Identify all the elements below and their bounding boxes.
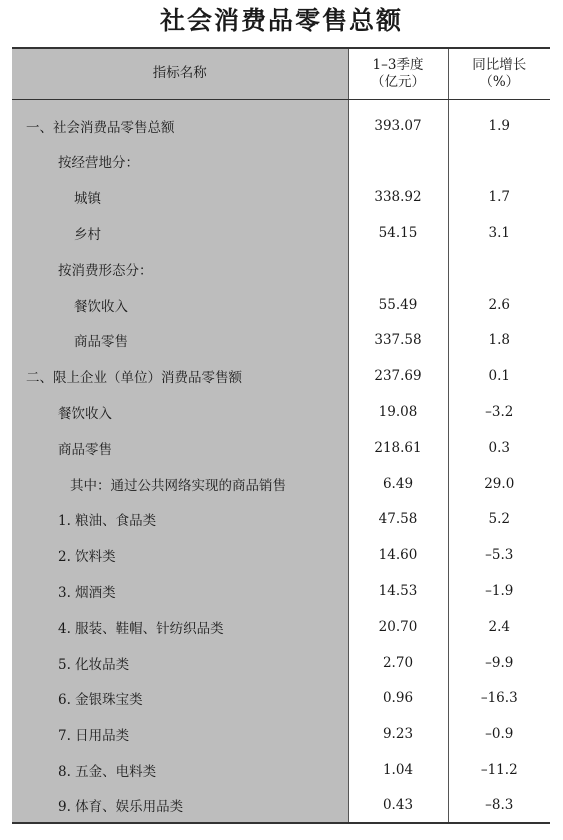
table-row [12,358,550,394]
row-growth: 2.6 [488,296,510,313]
row-growth: 1.9 [488,117,510,134]
table-row [12,716,550,752]
row-growth: –8.3 [448,788,550,823]
column-header-growth [448,48,550,99]
row-value: 55.49 [348,287,448,323]
row-label: 6. 金银珠宝类 [12,680,348,716]
table-row [12,394,550,430]
retail-sales-table [12,47,550,824]
table-row [12,179,550,215]
row-value: 218.61 [348,430,448,466]
row-value [348,251,448,287]
table-row [12,99,550,144]
row-label: 商品零售 [12,430,348,466]
table-row [12,251,550,287]
table-row [12,144,550,180]
row-growth: –3.2 [485,403,514,420]
row-value: 9.23 [348,716,448,752]
row-value: 20.70 [348,609,448,645]
column-header-value-label: 1–3季度 [372,56,424,73]
row-label: 4. 服装、鞋帽、针纺织品类 [12,609,348,645]
row-value: 0.43 [348,788,448,823]
row-value: 14.60 [348,537,448,573]
row-growth [448,144,550,180]
row-growth: 2.4 [488,618,510,635]
table-row [12,680,550,716]
row-label: 城镇 [12,179,348,215]
table-row [12,287,550,323]
row-label: 按经营地分： [12,144,348,180]
row-label: 7. 日用品类 [12,716,348,752]
row-growth: 3.1 [488,224,510,241]
row-value: 237.69 [348,358,448,394]
row-value: 14.53 [348,573,448,609]
row-label: 一、社会消费品零售总额 [12,99,348,144]
row-label: 餐饮收入 [12,394,348,430]
row-label: 1. 粮油、食品类 [12,501,348,537]
row-growth: 5.2 [488,511,510,528]
table-header-row [12,48,550,99]
row-label: 3. 烟酒类 [12,573,348,609]
column-header-growth-label: 同比增长 [472,56,527,73]
row-value [348,144,448,180]
row-value: 54.15 [348,215,448,251]
row-growth: –0.9 [485,726,514,743]
row-growth: –11.2 [480,761,518,778]
table-row [12,609,550,645]
row-label: 2. 饮料类 [12,537,348,573]
row-label: 二、限上企业（单位）消费品零售额 [12,358,348,394]
row-value: 338.92 [348,179,448,215]
column-header-growth-unit: （%） [479,73,520,90]
column-header-name: 指标名称 [12,48,348,99]
row-growth: –9.9 [485,654,514,671]
row-label: 其中：通过公共网络实现的商品销售 [12,466,348,502]
row-value: 337.58 [348,322,448,358]
table-row [12,215,550,251]
row-growth: 1.8 [488,332,510,349]
table-row [12,573,550,609]
column-header-value [348,48,448,99]
column-header-value-unit: （亿元） [371,73,425,90]
row-label: 8. 五金、电料类 [12,752,348,788]
row-growth: 1.7 [488,189,510,206]
table-row [12,537,550,573]
row-growth: –5.3 [485,547,514,564]
row-growth: –1.9 [485,582,514,599]
row-growth: 29.0 [484,475,515,492]
table-row [12,466,550,502]
row-value: 0.96 [348,680,448,716]
row-label: 按消费形态分： [12,251,348,287]
table-row [12,752,550,788]
row-growth: –16.3 [480,690,518,707]
row-label: 商品零售 [12,322,348,358]
row-value: 1.04 [348,752,448,788]
table-row [12,322,550,358]
row-value: 47.58 [348,501,448,537]
page-title: 社会消费品零售总额 [159,6,403,35]
row-label: 5. 化妆品类 [12,645,348,681]
table-row [12,501,550,537]
row-label: 乡村 [12,215,348,251]
row-value: 6.49 [348,466,448,502]
row-growth: 0.3 [488,439,510,456]
row-label: 9. 体育、娱乐用品类 [12,788,348,823]
row-value: 393.07 [348,99,448,144]
row-growth [448,251,550,287]
table-row [12,788,550,823]
row-value: 2.70 [348,645,448,681]
row-value: 19.08 [348,394,448,430]
row-label: 餐饮收入 [12,287,348,323]
table-row [12,645,550,681]
row-growth: 0.1 [488,368,510,385]
table-row [12,430,550,466]
